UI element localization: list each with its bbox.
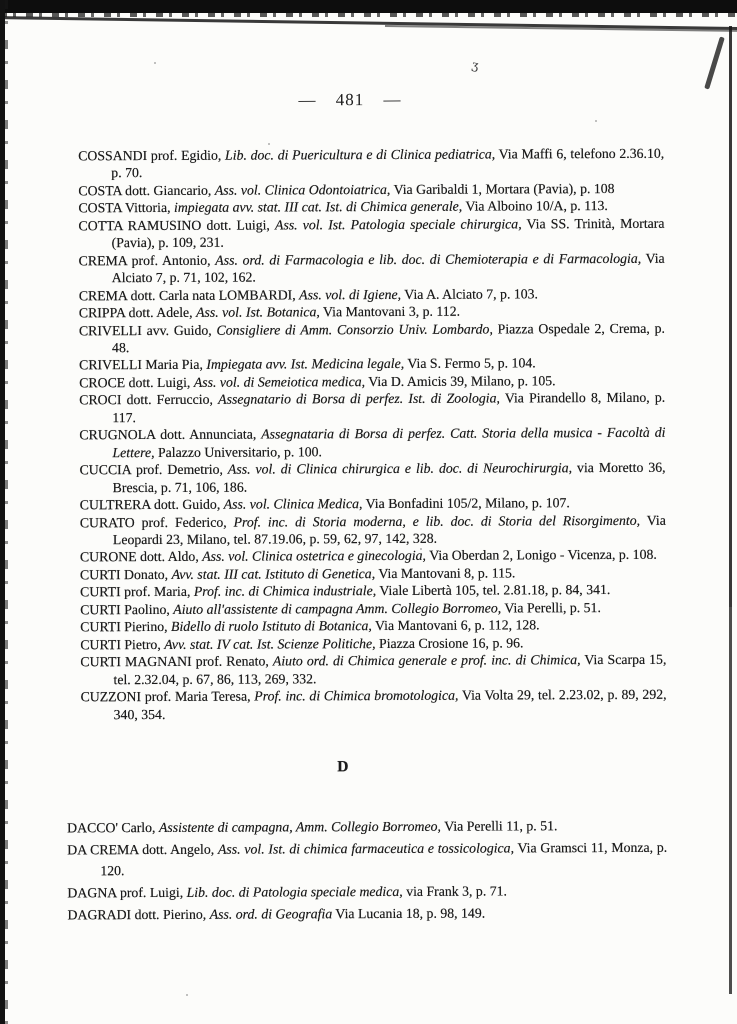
entry-text: Via S. Fermo 5, p. 104. [404,355,536,372]
directory-entry [80,599,666,619]
directory-entry [80,546,666,566]
entry-title-italic: Ass. ord. di Geografia [209,906,333,922]
entry-text: DA CREMA dott. Angelo, [67,841,218,858]
directory-entry [67,880,667,904]
entry-text: CROCE dott. Luigi, [79,374,194,391]
entry-text: CROCI dott. Ferruccio, [79,392,219,408]
entry-text: COTTA RAMUSINO dott. Luigi, [78,217,276,234]
directory-entry [67,837,667,882]
entry-text: CULTRERA dott. Guido, [79,496,224,513]
entry-text: CURTI Pietro, [80,636,165,653]
scan-speck [595,120,597,122]
entry-title-italic: Assistente di campagna, Amm. Collegio Borromeo, [158,818,442,835]
entry-title-italic: Impiegata avv. Ist. Medicina legale, [206,356,405,373]
entry-text: Via Pirandello 8, Milano, p. 117. [112,390,666,425]
directory-entry [67,902,667,926]
entry-title-italic: Ass. ord. di Farmacologia e lib. doc. di Chemioterapia e di Farmacologia, [215,250,642,268]
entry-title-italic: Bidello di ruolo Istituto di Botanica, [170,618,372,635]
entry-text: Viale Libertà 105, tel. 2.81.18, p. 84, 341. [376,582,611,599]
entry-text: Via Scarpa 15, tel. 2.32.04, p. 67, 86, 113, 269, 332. [113,651,667,687]
entry-text: CUZZONI prof. Maria Teresa, [80,688,255,705]
entry-text: CURTI MAGNANI prof. Renato, [80,653,273,670]
entry-text: COSTA dott. Giancario, [78,182,215,199]
directory-entry [67,815,667,839]
directory [67,145,668,927]
entry-text: CUCCIA prof. Demetrio, [79,461,228,478]
entry-title-italic: Prof. inc. di Storia moderna, e lib. doc. di Storia del Risorgimento, [233,512,641,530]
entry-text: Via Maffi 6, telefono 2.36.10, p. 70. [111,145,665,181]
entry-title-italic: Ass. vol. Clinica ostetrica e ginecologia, [202,548,427,565]
entry-text: DAGNA prof. Luigi, [67,884,187,901]
entry-title-italic: Avv. stat. IV cat. Ist. Scienze Politiche, [164,635,376,652]
entry-text: CRIVELLI avv. Guido, [78,322,217,338]
entry-text: DAGRADI dott. Pierino, [67,906,210,923]
entry-title-italic: Ass. vol. Ist. di chimica farmaceutica e tossicologica, [217,840,515,857]
entry-text: Piazza Crosione 16, p. 96. [375,635,524,651]
entry-text: CURONE dott. Aldo, [79,549,203,565]
entry-text: Via A. Alciato 7, p. 103. [401,285,539,302]
scan-right-edge-line [729,26,732,994]
directory-entry [79,249,665,286]
entry-title-italic: impiegata avv. stat. III cat. Ist. di Chimica generale, [173,199,463,216]
scan-speck [154,62,156,64]
directory-entry [80,581,666,601]
entry-title-italic: Prof. inc. di Chimica bromotologica, [254,687,459,704]
entry-text: Via Volta 29, tel. 2.23.02, p. 89, 292, 340, 354. [113,686,667,722]
entry-text: Via Mantovani 3, p. 112. [319,303,461,320]
entry-text: Via Oberdan 2, Lonigo - Vicenza, p. 108. [425,547,657,564]
directory-section [67,757,668,926]
directory-entry [79,424,665,461]
entry-text: CURTI Pierino, [80,619,172,635]
entry-text: Via Bonfadini 105/2, Milano, p. 107. [362,495,570,512]
entry-text: COSTA Vittoria, [78,200,175,216]
scan-ink-squiggle: ʒ [470,57,481,73]
directory-entry [79,319,665,356]
directory-entry [78,145,664,182]
entry-text: Via SS. Trinità, Mortara (Pavia), p. 109, 231. [111,215,665,251]
entry-text: CREMA prof. Antonio, [78,252,216,269]
entry-text: Via Mantovani 8, p. 115. [375,565,516,581]
entry-title-italic: Ass. vol. Ist. Patologia speciale chirurgica, [274,216,522,233]
scan-left-border-ragged-edge [5,0,8,1024]
directory-entry [79,389,665,426]
entry-title-italic: Prof. inc. di Chimica industriale, [193,583,377,600]
entry-title-italic: Ass. vol. Clinica Odontoiatrica, [214,181,391,198]
entry-text: CURTI Paolino, [80,601,174,618]
entry-text: Via Mantovani 6, p. 112, 128. [371,617,540,634]
entry-text: Piazza Ospedale 2, Crema, p. 48. [112,320,665,356]
entry-text: Via Perelli 11, p. 51. [440,818,558,834]
entry-title-italic: Ass. vol. Clinica Medica, [223,496,363,512]
entry-text: DACCO' Carlo, [67,819,159,836]
directory-section [78,145,667,724]
entry-text: CRIVELLI Maria Pia, [79,357,207,373]
scan-speck [268,143,270,145]
page-number: — 481 — [298,89,402,110]
entry-text: via Moretto 36, Brescia, p. 71, 106, 186. [112,459,666,495]
entry-text: CREMA dott. Carla nata LOMBARDI, [78,286,300,303]
entry-title-italic: Lib. doc. di Puericultura e di Clinica pediatrica, [225,146,496,163]
entry-text: Via D. Amicis 39, Milano, p. 105. [365,373,556,389]
scan-top-border-ragged-edge [0,13,737,17]
entry-text: Palazzo Universitario, p. 100. [154,443,322,460]
entry-text: Via Alboino 10/A, p. 113. [462,198,608,215]
entry-text: via Frank 3, p. 71. [402,883,507,899]
entry-title-italic: Assegnatario di Borsa di perfez. Ist. di Zoologia, [218,390,500,408]
entry-title-italic: Lib. doc. di Patologia speciale medica, [186,883,403,900]
directory-entry [80,511,666,548]
entry-title-italic: Consigliere di Amm. Consorzio Univ. Lombardo, [216,321,493,338]
entry-title-italic: Aiuto ord. di Chimica generale e prof. inc. di Chimica, [272,652,581,669]
directory-entry [80,459,666,496]
directory-entry [78,215,664,252]
entry-text: Via Alciato 7, p. 71, 102, 162. [111,250,665,286]
entry-text: COSSANDI prof. Egidio, [78,147,226,164]
directory-entry [81,686,667,723]
entry-text: Via Leopardi 23, Milano, tel. 87.19.06, p. 59, 62, 97, 142, 328. [112,512,666,548]
scan-corner-curl [704,36,725,89]
entry-title-italic: Ass. vol. Ist. Botanica, [196,304,320,320]
entry-title-italic: Assegnataria di Borsa di perfez. Catt. Storia della musica - Facoltà di Lettere, [112,425,666,460]
scan-speck [186,994,188,996]
entry-text: CURATO prof. Federico, [79,514,234,530]
entry-text: Via Lucania 18, p. 98, 149. [332,905,486,922]
directory-entry [80,651,666,688]
entry-title-italic: Aiuto all'assistente di campagna Amm. Collegio Borromeo, [173,600,502,617]
entry-text: CURTI Donato, [79,566,172,583]
entry-text: CRUGNOLA dott. Annunciata, [79,426,262,443]
scan-top-border [0,0,737,13]
entry-text: CURTI prof. Maria, [80,584,194,600]
entry-text: CRIPPA dott. Adele, [78,304,197,321]
entry-title-italic: Ass. vol. di Semeiotica medica, [193,373,366,390]
entry-text: Via Gramsci 11, Monza, p. 120. [100,839,668,879]
entry-text: Via Perelli, p. 51. [501,599,601,616]
entry-title-italic: Avv. stat. III cat. Istituto di Genetica, [171,565,376,582]
entry-title-italic: Ass. vol. di Igiene, [299,286,402,302]
entry-title-italic: Ass. vol. di Clinica chirurgica e lib. doc. di Neurochirurgia, [227,460,573,477]
entry-text: Via Garibaldi 1, Mortara (Pavia), p. 108 [390,180,615,197]
section-heading: D [337,758,349,776]
